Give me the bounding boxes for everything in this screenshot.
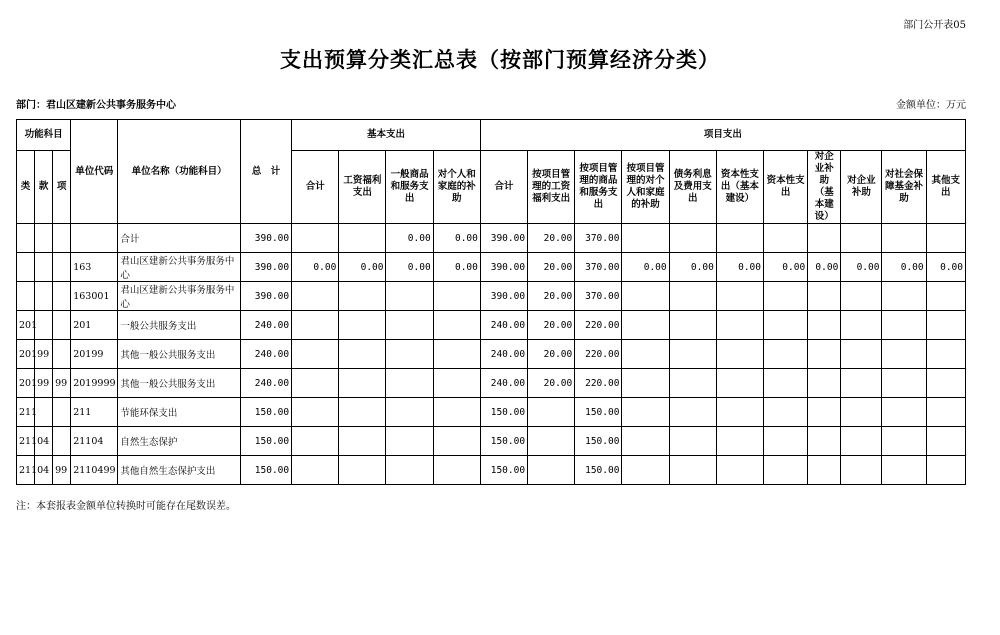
cell-amount: 20.00: [528, 224, 575, 253]
cell-amount: [622, 311, 669, 340]
cell-amount: 0.00: [669, 253, 716, 282]
cell-amount: [292, 398, 339, 427]
table-row: [17, 311, 966, 340]
cell-xiang: [53, 398, 71, 427]
cell-amount: 0.00: [764, 253, 808, 282]
cell-amount: 150.00: [480, 456, 527, 485]
cell-kuan: 04: [35, 456, 53, 485]
cell-unit-name: 君山区建新公共事务服务中心: [118, 253, 241, 282]
cell-amount: [882, 369, 926, 398]
cell-amount: 0.00: [882, 253, 926, 282]
cell-amount: [339, 398, 386, 427]
cell-xiang: [53, 224, 71, 253]
cell-xiang: [53, 253, 71, 282]
cell-amount: 150.00: [480, 398, 527, 427]
cell-amount: 240.00: [480, 369, 527, 398]
header-project-col: 资本性支出（基本建设）: [716, 151, 763, 224]
cell-unit-code: 163: [71, 253, 118, 282]
cell-amount: 150.00: [240, 427, 291, 456]
cell-amount: 150.00: [480, 427, 527, 456]
cell-amount: [926, 369, 965, 398]
cell-amount: 390.00: [240, 224, 291, 253]
cell-amount: 0.00: [292, 253, 339, 282]
cell-lei: [17, 282, 35, 311]
cell-amount: [386, 311, 433, 340]
cell-amount: [882, 340, 926, 369]
cell-amount: [669, 224, 716, 253]
cell-amount: 220.00: [575, 340, 622, 369]
cell-unit-code: 21104: [71, 427, 118, 456]
cell-amount: 240.00: [480, 340, 527, 369]
cell-amount: 390.00: [240, 253, 291, 282]
cell-kuan: 99: [35, 369, 53, 398]
cell-amount: [716, 398, 763, 427]
cell-amount: [669, 398, 716, 427]
cell-amount: [764, 369, 808, 398]
cell-amount: [926, 456, 965, 485]
cell-amount: [622, 340, 669, 369]
header-project-col: 对企业补助（基本建设）: [808, 151, 841, 224]
cell-amount: [622, 427, 669, 456]
header-basic-col: 对个人和家庭的补助: [433, 151, 480, 224]
cell-amount: [841, 398, 882, 427]
cell-amount: [841, 369, 882, 398]
cell-kuan: [35, 224, 53, 253]
cell-amount: [926, 427, 965, 456]
cell-amount: 0.00: [386, 253, 433, 282]
cell-unit-name: 合计: [118, 224, 241, 253]
cell-xiang: [53, 282, 71, 311]
cell-amount: [808, 340, 841, 369]
header-func-subject: 功能科目: [17, 120, 71, 151]
header-project-col: 按项目管理的商品和服务支出: [575, 151, 622, 224]
cell-amount: 150.00: [575, 398, 622, 427]
cell-xiang: 99: [53, 456, 71, 485]
cell-kuan: 99: [35, 340, 53, 369]
cell-amount: [808, 224, 841, 253]
cell-amount: [808, 369, 841, 398]
header-kuan: 款: [35, 151, 53, 224]
cell-amount: [386, 427, 433, 456]
cell-amount: [292, 340, 339, 369]
cell-lei: 201: [17, 340, 35, 369]
cell-amount: 150.00: [240, 398, 291, 427]
cell-amount: [926, 340, 965, 369]
page-title: 支出预算分类汇总表（按部门预算经济分类）: [280, 47, 720, 72]
cell-amount: [433, 340, 480, 369]
header-project-col: 对企业补助: [841, 151, 882, 224]
header-project-expense: 项目支出: [480, 120, 965, 151]
cell-amount: [528, 427, 575, 456]
cell-amount: [386, 340, 433, 369]
cell-amount: 240.00: [240, 340, 291, 369]
cell-amount: 150.00: [575, 427, 622, 456]
cell-amount: 370.00: [575, 224, 622, 253]
cell-amount: [292, 224, 339, 253]
cell-amount: 0.00: [339, 253, 386, 282]
cell-amount: [339, 427, 386, 456]
cell-amount: [339, 456, 386, 485]
cell-amount: 0.00: [716, 253, 763, 282]
cell-amount: [339, 282, 386, 311]
cell-amount: [622, 224, 669, 253]
cell-amount: [716, 224, 763, 253]
cell-amount: [669, 369, 716, 398]
cell-kuan: [35, 282, 53, 311]
cell-amount: 0.00: [926, 253, 965, 282]
cell-amount: 150.00: [240, 456, 291, 485]
header-xiang: 项: [53, 151, 71, 224]
cell-amount: [882, 311, 926, 340]
table-row: [17, 253, 966, 282]
cell-amount: [292, 311, 339, 340]
cell-unit-code: 20199: [71, 340, 118, 369]
cell-unit-name: 君山区建新公共事务服务中心: [118, 282, 241, 311]
cell-amount: [433, 398, 480, 427]
cell-lei: 211: [17, 456, 35, 485]
cell-amount: [808, 311, 841, 340]
header-project-col: 按项目管理的工资福利支出: [528, 151, 575, 224]
table-row: [17, 456, 966, 485]
cell-amount: [841, 311, 882, 340]
cell-amount: [808, 282, 841, 311]
cell-amount: 370.00: [575, 282, 622, 311]
cell-amount: 0.00: [386, 224, 433, 253]
cell-amount: [386, 398, 433, 427]
header-basic-col: 一般商品和服务支出: [386, 151, 433, 224]
cell-lei: [17, 224, 35, 253]
cell-amount: [764, 224, 808, 253]
cell-amount: [669, 427, 716, 456]
header-lei: 类: [17, 151, 35, 224]
footnote: 注：本套报表金额单位转换时可能存在尾数误差。: [16, 501, 236, 512]
cell-amount: [622, 456, 669, 485]
cell-amount: 20.00: [528, 369, 575, 398]
cell-amount: [622, 282, 669, 311]
department-label: 部门：君山区建新公共事务服务中心: [16, 100, 176, 111]
cell-amount: [841, 224, 882, 253]
amount-unit-label: 金额单位：万元: [896, 100, 966, 111]
cell-amount: 20.00: [528, 253, 575, 282]
cell-amount: [433, 311, 480, 340]
cell-amount: [433, 427, 480, 456]
header-project-col: 其他支出: [926, 151, 965, 224]
cell-amount: [882, 282, 926, 311]
cell-amount: [669, 340, 716, 369]
cell-amount: 390.00: [480, 282, 527, 311]
cell-amount: 220.00: [575, 369, 622, 398]
cell-amount: [764, 456, 808, 485]
cell-amount: [386, 369, 433, 398]
cell-amount: 20.00: [528, 340, 575, 369]
cell-amount: [808, 456, 841, 485]
header-project-col: 对社会保障基金补助: [882, 151, 926, 224]
cell-amount: 220.00: [575, 311, 622, 340]
cell-amount: [926, 224, 965, 253]
cell-unit-name: 其他自然生态保护支出: [118, 456, 241, 485]
cell-amount: 240.00: [240, 311, 291, 340]
cell-unit-code: 201: [71, 311, 118, 340]
cell-unit-code: 2110499: [71, 456, 118, 485]
header-basic-col: 工资福利支出: [339, 151, 386, 224]
cell-amount: 240.00: [480, 311, 527, 340]
cell-unit-name: 其他一般公共服务支出: [118, 340, 241, 369]
cell-amount: [841, 282, 882, 311]
table-row: [17, 398, 966, 427]
cell-lei: [17, 253, 35, 282]
cell-xiang: [53, 340, 71, 369]
cell-amount: 0.00: [841, 253, 882, 282]
cell-amount: 390.00: [240, 282, 291, 311]
cell-amount: [764, 311, 808, 340]
header-unit-name: 单位名称（功能科目）: [118, 120, 241, 224]
cell-amount: [841, 340, 882, 369]
cell-amount: [433, 456, 480, 485]
cell-amount: [764, 340, 808, 369]
cell-amount: [292, 427, 339, 456]
header-project-col: 按项目管理的对个人和家庭的补助: [622, 151, 669, 224]
cell-amount: 240.00: [240, 369, 291, 398]
cell-amount: 370.00: [575, 253, 622, 282]
cell-amount: [433, 369, 480, 398]
cell-amount: [669, 282, 716, 311]
cell-amount: [926, 398, 965, 427]
cell-amount: [339, 224, 386, 253]
cell-xiang: [53, 311, 71, 340]
header-project-col: 债务利息及费用支出: [669, 151, 716, 224]
cell-amount: [528, 456, 575, 485]
header-unit-code: 单位代码: [71, 120, 118, 224]
cell-amount: [386, 282, 433, 311]
table-row: [17, 427, 966, 456]
cell-amount: [622, 369, 669, 398]
cell-amount: [882, 224, 926, 253]
cell-kuan: [35, 311, 53, 340]
cell-unit-name: 节能环保支出: [118, 398, 241, 427]
budget-summary-table: [16, 119, 966, 485]
cell-amount: [622, 398, 669, 427]
cell-unit-code: 2019999: [71, 369, 118, 398]
cell-amount: 20.00: [528, 282, 575, 311]
cell-amount: 20.00: [528, 311, 575, 340]
cell-amount: [292, 282, 339, 311]
cell-amount: [808, 398, 841, 427]
cell-lei: 201: [17, 311, 35, 340]
header-basic-col: 合计: [292, 151, 339, 224]
cell-lei: 211: [17, 398, 35, 427]
cell-amount: [716, 311, 763, 340]
cell-amount: 390.00: [480, 224, 527, 253]
cell-amount: [882, 398, 926, 427]
cell-amount: [882, 456, 926, 485]
cell-lei: 201: [17, 369, 35, 398]
cell-amount: [386, 456, 433, 485]
cell-unit-name: 其他一般公共服务支出: [118, 369, 241, 398]
cell-amount: 0.00: [622, 253, 669, 282]
cell-kuan: [35, 398, 53, 427]
table-row: [17, 282, 966, 311]
cell-xiang: 99: [53, 369, 71, 398]
cell-amount: [528, 398, 575, 427]
table-row: [17, 369, 966, 398]
header-total: 总 计: [240, 120, 291, 224]
table-row: [17, 340, 966, 369]
cell-kuan: 04: [35, 427, 53, 456]
cell-amount: 0.00: [433, 253, 480, 282]
cell-amount: [292, 369, 339, 398]
cell-unit-name: 一般公共服务支出: [118, 311, 241, 340]
cell-amount: [433, 282, 480, 311]
cell-amount: [339, 340, 386, 369]
cell-amount: 0.00: [808, 253, 841, 282]
header-project-col: 合计: [480, 151, 527, 224]
cell-amount: [292, 456, 339, 485]
cell-amount: [926, 282, 965, 311]
cell-amount: [841, 456, 882, 485]
cell-amount: 390.00: [480, 253, 527, 282]
cell-amount: [764, 398, 808, 427]
cell-amount: [882, 427, 926, 456]
cell-xiang: [53, 427, 71, 456]
header-project-col: 资本性支出: [764, 151, 808, 224]
cell-amount: [339, 311, 386, 340]
cell-unit-code: [71, 224, 118, 253]
header-basic-expense: 基本支出: [292, 120, 481, 151]
cell-amount: 0.00: [433, 224, 480, 253]
cell-amount: [669, 456, 716, 485]
cell-amount: [669, 311, 716, 340]
cell-amount: [716, 340, 763, 369]
cell-amount: [808, 427, 841, 456]
cell-amount: [716, 427, 763, 456]
cell-amount: [926, 311, 965, 340]
cell-amount: [716, 369, 763, 398]
cell-unit-code: 211: [71, 398, 118, 427]
cell-kuan: [35, 253, 53, 282]
cell-unit-name: 自然生态保护: [118, 427, 241, 456]
cell-amount: [764, 282, 808, 311]
cell-lei: 211: [17, 427, 35, 456]
cell-unit-code: 163001: [71, 282, 118, 311]
cell-amount: 150.00: [575, 456, 622, 485]
table-row: [17, 224, 966, 253]
cell-amount: [841, 427, 882, 456]
cell-amount: [339, 369, 386, 398]
form-number: 部门公开表05: [903, 20, 966, 31]
cell-amount: [716, 282, 763, 311]
cell-amount: [716, 456, 763, 485]
cell-amount: [764, 427, 808, 456]
